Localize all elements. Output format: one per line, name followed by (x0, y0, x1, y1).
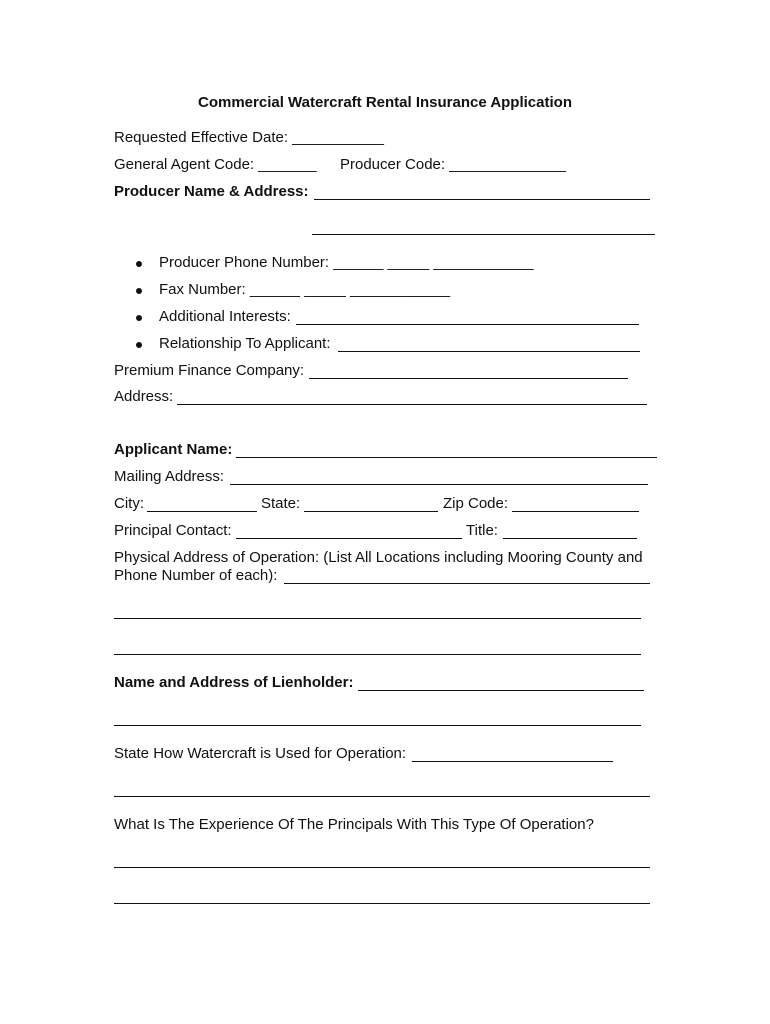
state-label: State: (261, 495, 301, 512)
bullet-icon (136, 315, 142, 321)
experience-line-2[interactable] (114, 903, 650, 904)
lienholder-label: Name and Address of Lienholder: (114, 674, 354, 691)
title-line[interactable] (503, 538, 637, 539)
producer-address-line-2[interactable] (312, 234, 655, 235)
physical-address-line-3[interactable] (114, 654, 641, 655)
zip-line[interactable] (512, 511, 639, 512)
requested-effective-date-field[interactable]: Requested Effective Date: ___________ (114, 129, 384, 146)
mailing-address-line[interactable] (230, 484, 648, 485)
title-label: Title: (466, 522, 498, 539)
bullet-icon (136, 288, 142, 294)
physical-address-label-line2: Phone Number of each): (114, 567, 278, 584)
principal-contact-label: Principal Contact: (114, 522, 232, 539)
additional-interests-line[interactable] (296, 324, 639, 325)
principal-contact-line[interactable] (236, 538, 462, 539)
bullet-icon (136, 261, 142, 267)
relationship-line[interactable] (338, 351, 640, 352)
lienholder-line[interactable] (358, 690, 644, 691)
city-label: City: (114, 495, 144, 512)
city-line[interactable] (147, 511, 257, 512)
physical-address-line[interactable] (284, 583, 650, 584)
producer-name-address-line[interactable] (314, 199, 650, 200)
physical-address-line-2[interactable] (114, 618, 641, 619)
producer-code-field[interactable]: Producer Code: ______________ (340, 156, 567, 173)
premium-finance-line[interactable] (309, 378, 628, 379)
mailing-address-label: Mailing Address: (114, 468, 225, 485)
general-agent-code-field[interactable]: General Agent Code: _______ (114, 156, 317, 173)
zip-label: Zip Code: (443, 495, 509, 512)
bullet-icon (136, 342, 142, 348)
experience-line-1[interactable] (114, 867, 650, 868)
watercraft-use-line[interactable] (412, 761, 613, 762)
physical-address-label-line1: Physical Address of Operation: (List All Locations including Mooring County and (114, 549, 643, 566)
producer-name-address-label: Producer Name & Address: (114, 183, 309, 200)
address-line[interactable] (177, 404, 647, 405)
watercraft-use-label: State How Watercraft is Used for Operation: (114, 745, 407, 762)
address-label: Address: (114, 388, 174, 405)
lienholder-line-2[interactable] (114, 725, 641, 726)
form-title: Commercial Watercraft Rental Insurance Application (198, 94, 572, 111)
fax-number-field[interactable]: Fax Number: ______ _____ ____________ (159, 281, 451, 298)
experience-label: What Is The Experience Of The Principals With This Type Of Operation? (114, 816, 594, 833)
additional-interests-label: Additional Interests: (159, 308, 291, 325)
relationship-label: Relationship To Applicant: (159, 335, 331, 352)
applicant-name-label: Applicant Name: (114, 441, 233, 458)
state-line[interactable] (304, 511, 438, 512)
premium-finance-label: Premium Finance Company: (114, 362, 305, 379)
watercraft-use-line-2[interactable] (114, 796, 650, 797)
applicant-name-line[interactable] (236, 457, 657, 458)
producer-phone-field[interactable]: Producer Phone Number: ______ _____ ____________ (159, 254, 534, 271)
